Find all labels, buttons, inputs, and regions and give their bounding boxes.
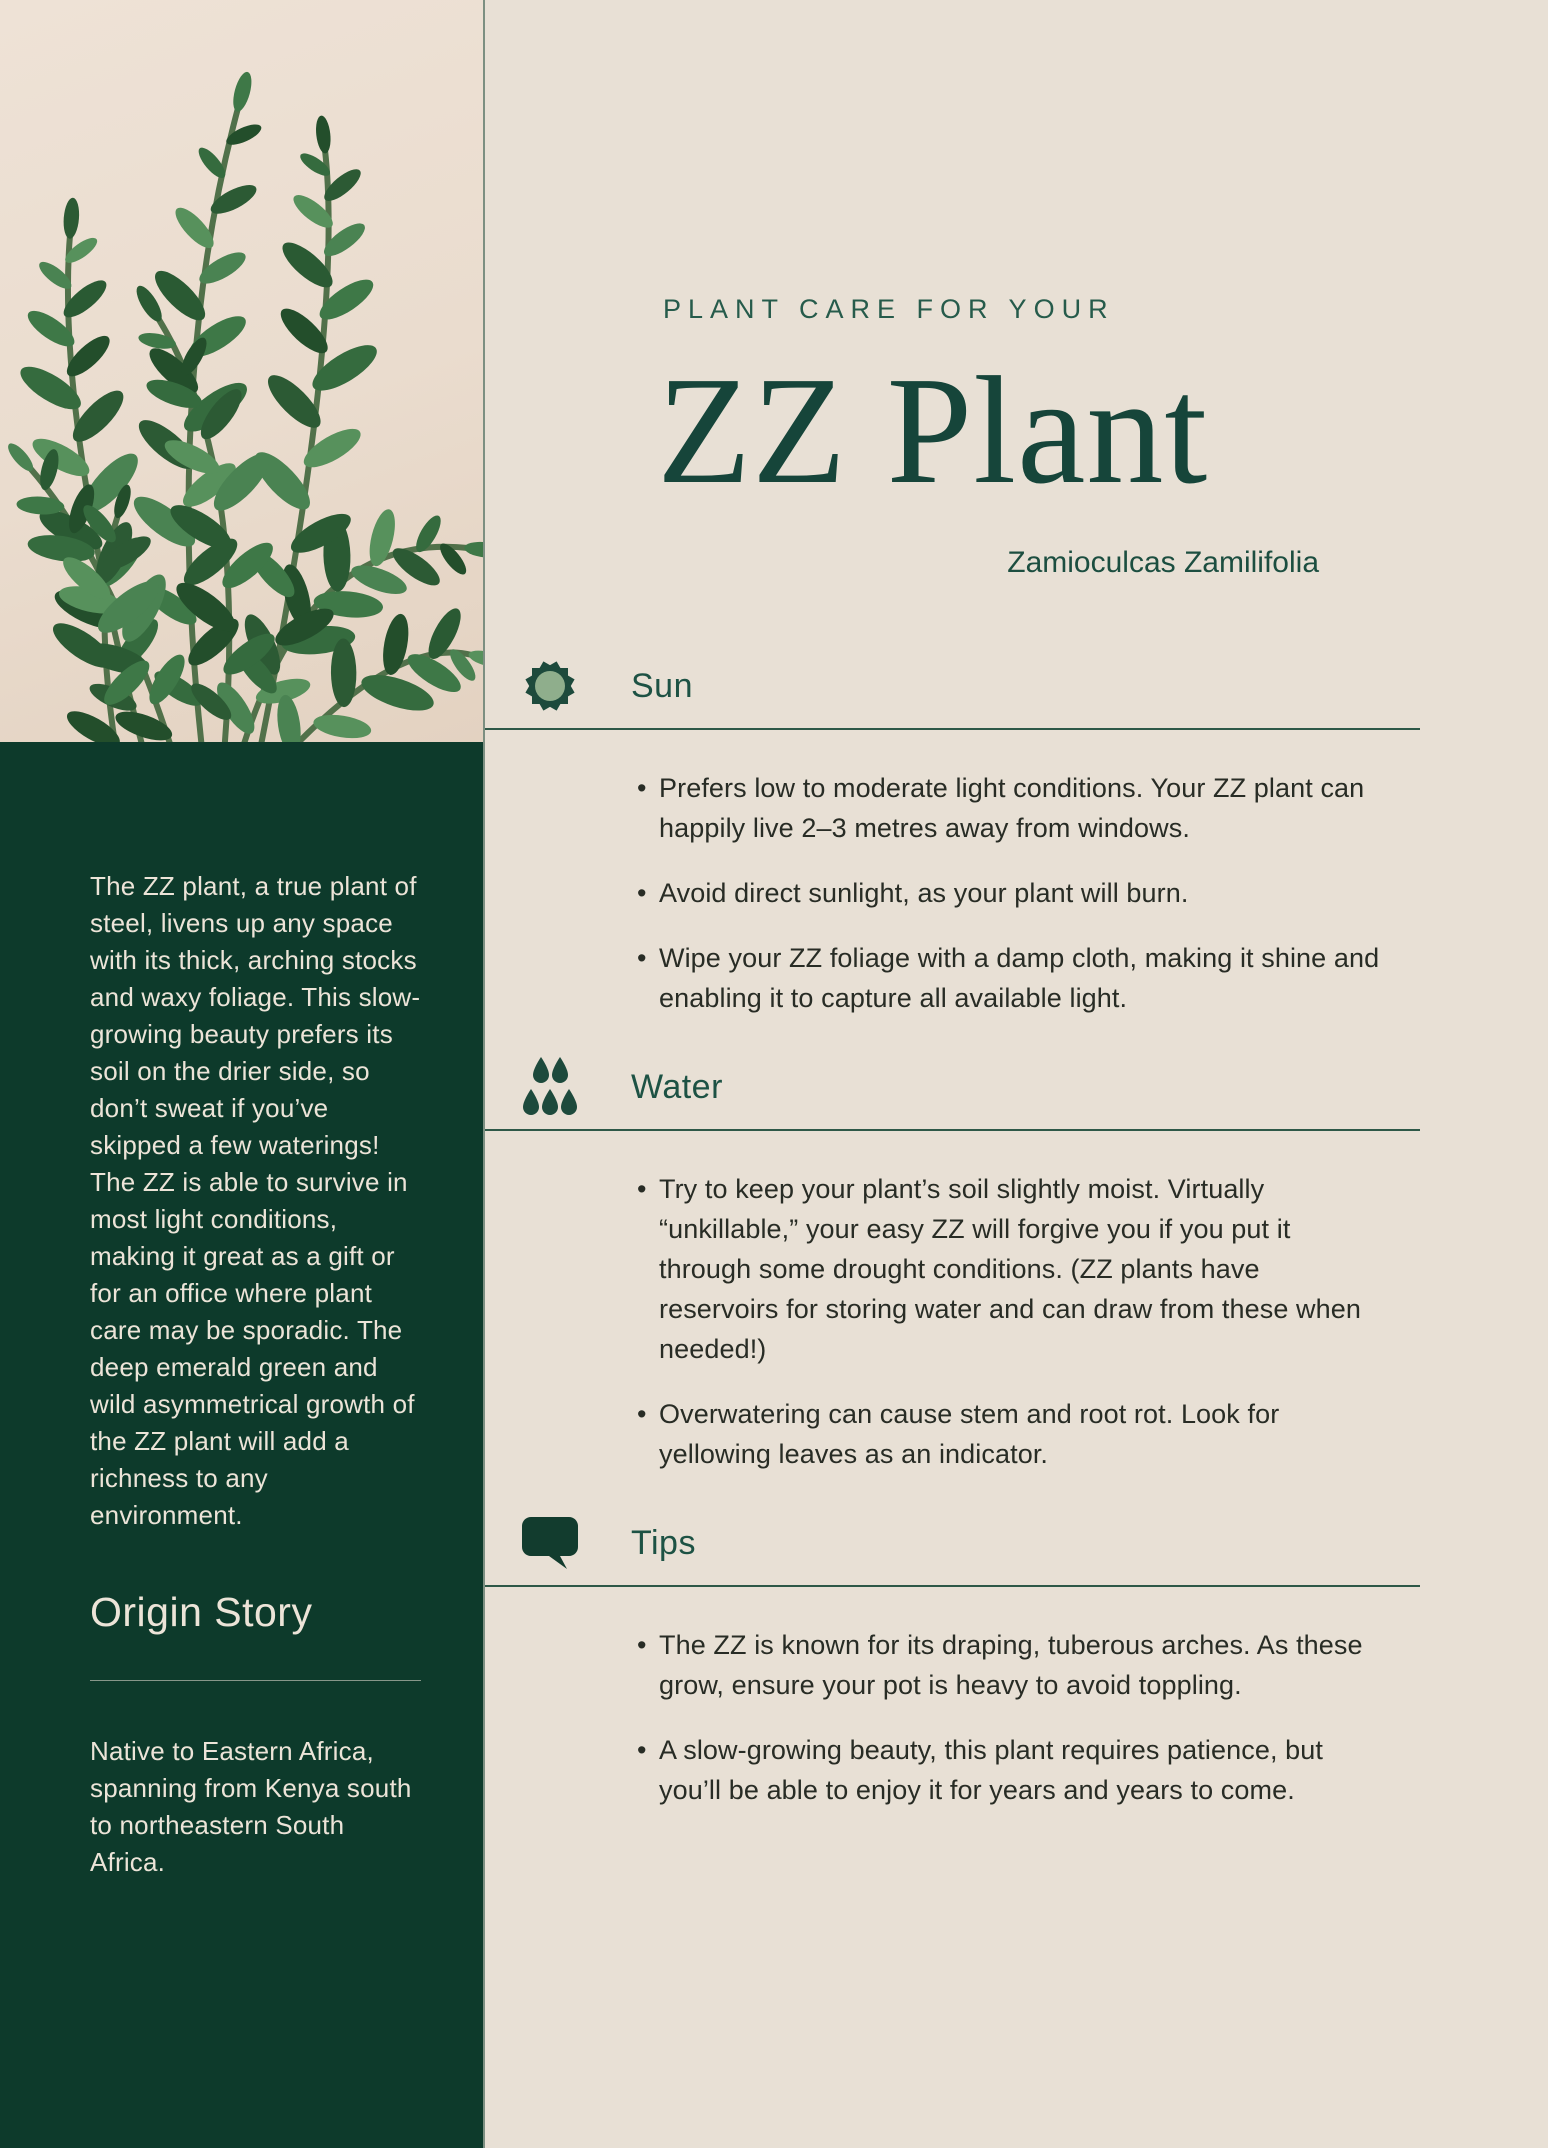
section-water-title: Water [631, 1067, 723, 1106]
section-tips-rule [485, 1585, 1420, 1587]
section-water-rule [485, 1129, 1420, 1131]
zz-plant-photo [0, 0, 483, 742]
section-sun-header [485, 657, 1548, 715]
section-water-header [485, 1058, 1548, 1116]
zz-plant-illustration [0, 0, 483, 742]
left-column [0, 0, 483, 2148]
bullet-item: • The ZZ is known for its draping, tuberous arches. As these grow, ensure your pot is heavy to avoid toppling. [635, 1625, 1382, 1705]
bullet-item: • Try to keep your plant’s soil slightly moist. Virtually “unkillable,” your easy ZZ will forgive you if you put it through some drought conditions. (ZZ plants have reservoirs for storing water and can draw from these when needed!) [635, 1169, 1382, 1369]
right-column [485, 0, 1548, 2148]
eyebrow-text: PLANT CARE FOR YOUR [663, 294, 1115, 324]
intro-paragraph: The ZZ plant, a true plant of steel, livens up any space with its thick, arching stocks and waxy foliage. This slow-growing beauty prefers its soil on the drier side, so don’t sweat if you’ve skipped a few waterings! The ZZ is able to survive in most light conditions, making it great as a gift or for an office where plant care may be sporadic. The deep emerald green and wild asymmetrical growth of the ZZ plant will add a richness to any environment. [90, 871, 421, 1530]
botanical-name: Zamioculcas Zamilifolia [1007, 546, 1319, 579]
sun-icon [521, 657, 579, 715]
speech-bubble-icon [521, 1514, 579, 1572]
sidebar-panel [0, 742, 483, 2148]
speech-bubble-icon-svg [522, 1517, 578, 1569]
sun-icon-core [535, 671, 565, 701]
section-sun [485, 657, 1548, 1018]
origin-divider [90, 1680, 421, 1681]
page-title: ZZ Plant [657, 346, 1209, 516]
bullet-item: • Prefers low to moderate light conditions. Your ZZ plant can happily live 2–3 metres away from windows. [635, 768, 1382, 848]
bullet-item: • Overwatering can cause stem and root rot. Look for yellowing leaves as an indicator. [635, 1394, 1382, 1474]
section-sun-rule [485, 728, 1420, 730]
water-bullet-list [635, 1169, 1382, 1474]
bullet-item: • Avoid direct sunlight, as your plant will burn. [635, 873, 1382, 913]
section-water [485, 1058, 1548, 1474]
bullet-item: • A slow-growing beauty, this plant requires patience, but you’ll be able to enjoy it for years and years to come. [635, 1730, 1382, 1810]
origin-paragraph: Native to Eastern Africa, spanning from Kenya south to northeastern South Africa. [90, 1736, 412, 1877]
section-tips [485, 1514, 1548, 1810]
water-drops-icon-svg [523, 1057, 577, 1118]
origin-story-heading: Origin Story [90, 1589, 313, 1635]
section-tips-title: Tips [631, 1523, 696, 1562]
title-block [657, 294, 1347, 581]
section-tips-header [485, 1514, 1548, 1572]
bullet-item: • Wipe your ZZ foliage with a damp cloth, making it shine and enabling it to capture all available light. [635, 938, 1382, 1018]
sun-bullet-list [635, 768, 1382, 1018]
water-drops-icon [521, 1058, 579, 1116]
tips-bullet-list [635, 1625, 1382, 1810]
section-sun-title: Sun [631, 666, 693, 705]
